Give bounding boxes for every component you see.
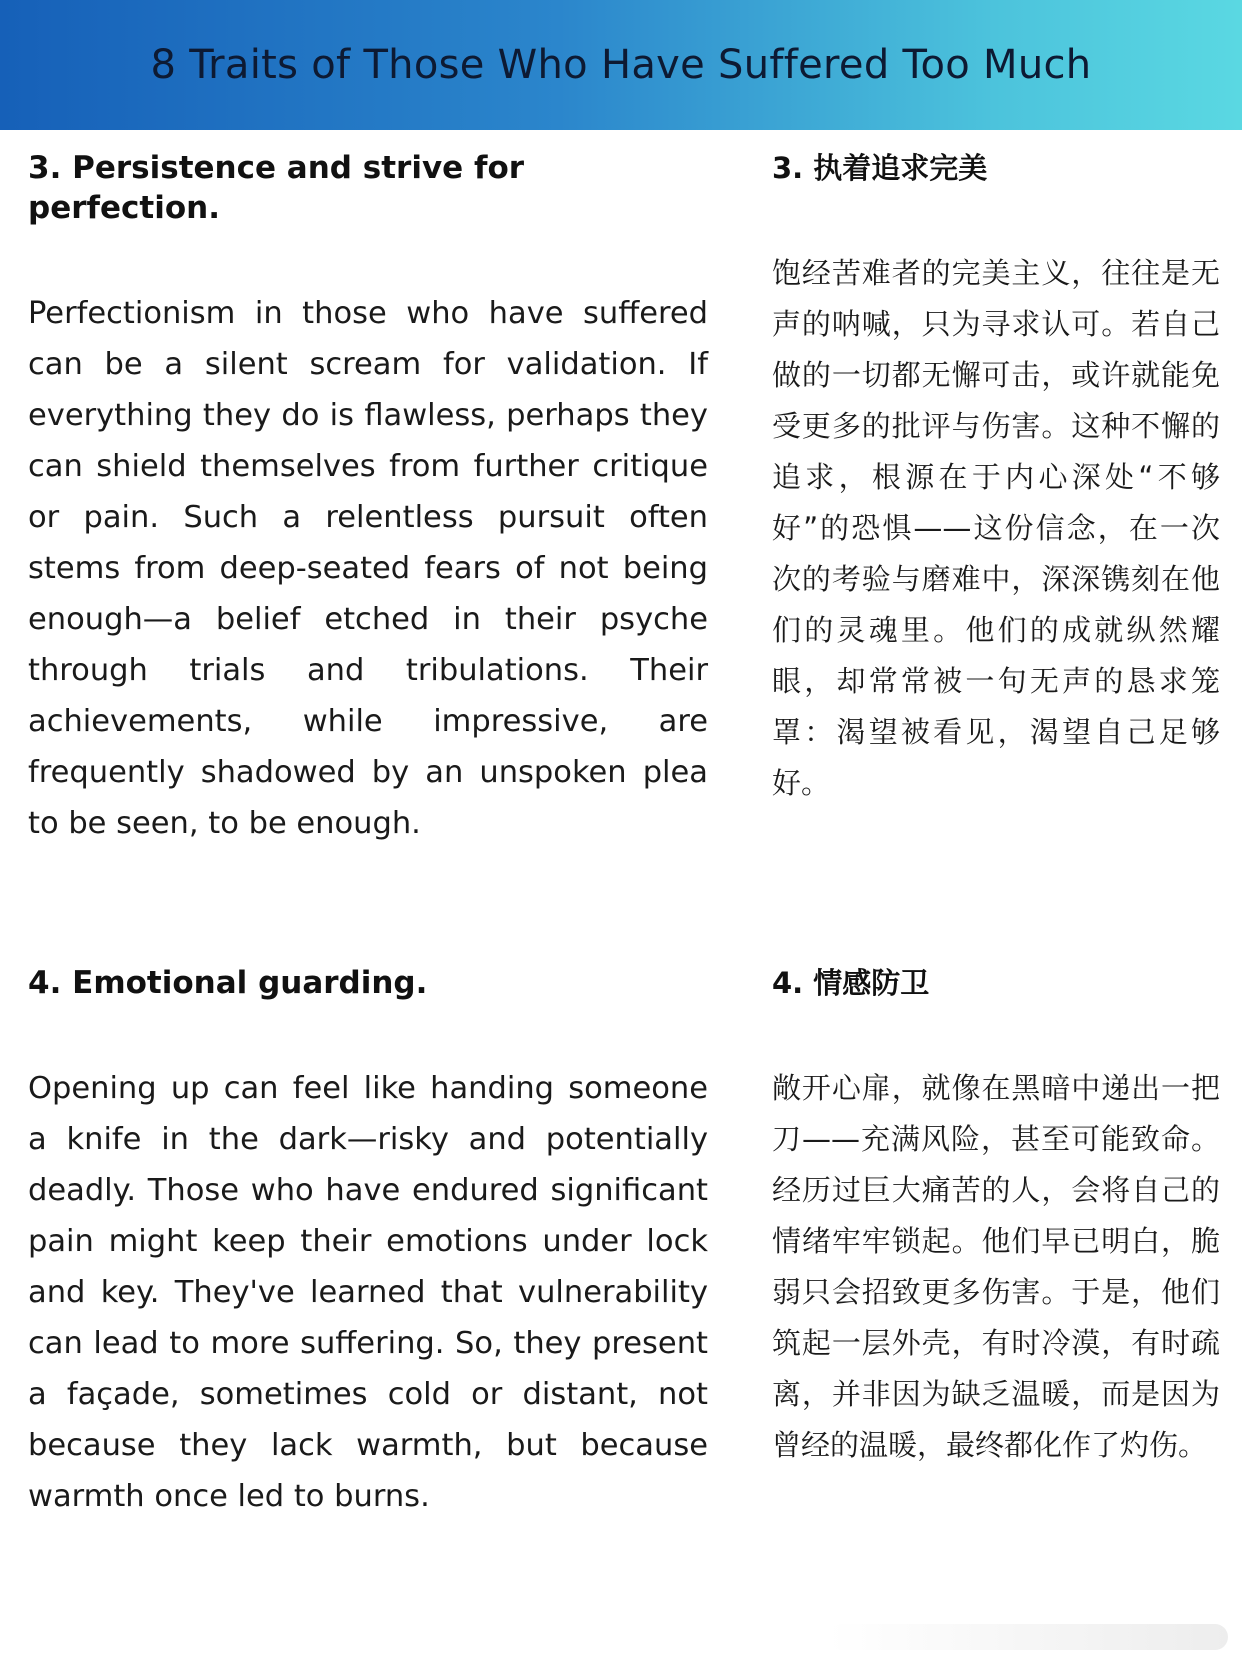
english-paragraph: Perfectionism in those who have suffered can be a silent scream for validation. If everything they do is flawless, perhaps they can shield themselves from further critique or pain. Such a relentless pursuit often stems from deep-seated fears of not being enough—a belief etched in their psyche through trials and tribulations. Their achievements, while impressive, are frequently shadowed by an unspoken plea to be seen, to be enough. xyxy=(28,296,708,841)
english-column xyxy=(28,148,708,849)
english-heading: 3. Persistence and strive for perfection. xyxy=(28,150,525,226)
chinese-paragraph: 饱经苦难者的完美主义，往往是无声的呐喊，只为寻求认可。若自己做的一切都无懈可击，或许就能免受更多的批评与伤害。这种不懈的追求，根源在于内心深处“不够好”的恐惧——这份信念，在一次次的考验与磨难中，深深镌刻在他们的灵魂里。他们的成就纵然耀眼，却常常被一句无声的恳求笼罩：渴望被看见，渴望自己足够好。 xyxy=(772,256,1220,800)
chinese-column xyxy=(772,148,1220,809)
watermark xyxy=(828,1624,1228,1650)
chinese-paragraph: 敞开心扉，就像在黑暗中递出一把刀——充满风险，甚至可能致命。经历过巨大痛苦的人，会将自己的情绪牢牢锁起。他们早已明白，脆弱只会招致更多伤害。于是，他们筑起一层外壳，有时冷漠，有时疏离，并非因为缺乏温暖，而是因为曾经的温暖，最终都化作了灼伤。 xyxy=(772,1071,1220,1462)
english-heading: 4. Emotional guarding. xyxy=(28,965,428,1001)
page-title: 8 Traits of Those Who Have Suffered Too Much xyxy=(150,42,1092,88)
title-banner xyxy=(0,0,1242,130)
chinese-column xyxy=(772,963,1220,1471)
english-column xyxy=(28,963,708,1522)
english-paragraph: Opening up can feel like handing someone a knife in the dark—risky and potentially deadly. Those who have endured significant pain might keep their emotions under lock and key. They've learned that vulnerability can lead to more suffering. So, they present a façade, sometimes cold or distant, not because they lack warmth, but because warmth once led to burns. xyxy=(28,1071,708,1514)
chinese-heading: 4. 情感防卫 xyxy=(772,966,930,1000)
chinese-heading: 3. 执着追求完美 xyxy=(772,151,988,185)
